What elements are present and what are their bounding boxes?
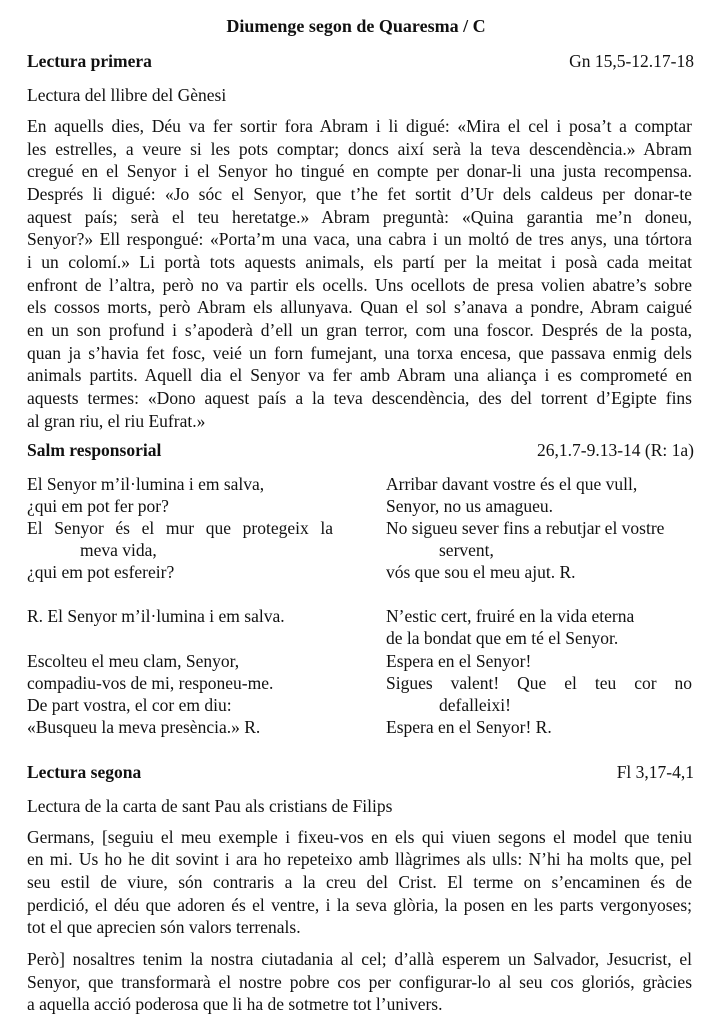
text-line: cregué en el Senyor i el Senyor ho tingué en compte per donar-li una justa recompensa. [27,161,692,181]
reading2-reference: Fl 3,17-4,1 [616,762,694,782]
text-line: a aquella acció poderosa que li ha de sotmetre tot l’univers. [27,994,443,1014]
reading2-intro: Lectura de la carta de sant Pau als cristians de Filips [27,796,393,816]
text-line: Germans, [seguiu el meu exemple i fixeu-vos en els qui viuen segons el model que teniu [27,827,692,847]
verse-line: El Senyor m’il·lumina i em salva, [27,474,265,494]
psalm-header [27,442,694,460]
reading1-intro: Lectura del llibre del Gènesi [27,85,227,105]
verse-line: Espera en el Senyor! [386,651,532,671]
verse-line: El Senyor és el mur que protegeix la [27,518,333,538]
text-line: Senyor?» Ell respongué: «Porta’m una vaca, una cabra i un moltó de tres anys, una tórtora [27,229,692,249]
verse-line: defalleixi! [439,695,511,715]
reading2-heading: Lectura segona [27,762,142,782]
text-line: En aquells dies, Déu va fer sortir fora Abram i li digué: «Mira el cel i posa’t a comptar [27,116,692,136]
verse-line: ¿qui em pot esfereir? [27,562,175,582]
text-line: en mi. Us ho he dit sovint i ara ho repeteixo amb llàgrimes als ulls: N’hi ha molts que, pel [27,849,692,869]
verse-line: meva vida, [80,540,157,560]
text-line: aquest país; serà el teu heretatge.» Abram preguntà: «Quina garantia me’n doneu, [27,207,692,227]
verse-line: compadiu-vos de mi, responeu-me. [27,673,274,693]
text-line: tot el que aprecien són valors terrenals. [27,917,301,937]
verse-line: de la bondat que em té el Senyor. [386,628,619,648]
verse-line: De part vostra, el cor em diu: [27,695,232,715]
verse-line: Escolteu el meu clam, Senyor, [27,651,240,671]
text-line: animals partits. Aquell dia el Senyor va fer amb Abram una aliança i es comprometé en [27,365,692,385]
psalm-reference: 26,1.7-9.13-14 (R: 1a) [537,440,694,460]
text-line: enfront de l’altra, però no va partir els ocells. Uns ocellots de presa volien abatre’s sobre [27,275,692,295]
verse-line: Sigues valent! Que el teu cor no [386,673,692,693]
text-line: aquests termes: «Dono aquest país a la teva descendència, des del torrent d’Egipte fins [27,388,692,408]
text-line: en un son profund i s’apoderà d’ell un gran terror, com una foscor. Després de la posta, [27,320,692,340]
text-line: Però] nosaltres tenim la nostra ciutadania al cel; d’allà esperem un Salvador, Jesucrist, el [27,949,692,969]
verse-line: Arribar davant vostre és el que vull, [386,474,638,494]
reading1-heading: Lectura primera [27,51,152,71]
reading1-header [27,53,694,71]
reading2-header [27,764,694,782]
page-title: Diumenge segon de Quaresma / C [226,16,486,36]
text-line: els cossos morts, però Abram els allunyava. Quan el sol s’anava a pondre, Abram caigué [27,297,692,317]
verse-line: N’estic cert, fruiré en la vida eterna [386,606,635,626]
psalm-response: R. El Senyor m’il·lumina i em salva. [27,606,285,626]
text-line: quan ja s’havia fet fosc, veié un forn fumejant, una torxa encesa, que passava enmig dels [27,343,692,363]
text-line: seu estil de viure, són contraris a la creu del Crist. El terme on s’encaminen és de [27,872,692,892]
text-line: Després li digué: «Jo sóc el Senyor, que t’he fet sortit d’Ur dels caldeus per donar-te [27,184,692,204]
text-line: perdició, el déu que adoren és el ventre, i la seva glòria, la posen en les parts vergonyoses; [27,895,692,915]
verse-line: servent, [439,540,494,560]
verse-line: Senyor, no us amagueu. [386,496,553,516]
verse-line: «Busqueu la meva presència.» R. [27,717,261,737]
text-line: les estrelles, a veure si les pots comptar; doncs així serà la teva descendència.» Abram [27,139,692,159]
verse-line: ¿qui em pot fer por? [27,496,169,516]
text-line: al gran riu, el riu Eufrat.» [27,411,206,431]
reading1-reference: Gn 15,5-12.17-18 [569,51,694,71]
text-line: Senyor, que transformarà el nostre pobre cos per configurar-lo al seu cos gloriós, gràcies [27,972,692,992]
verse-line: Espera en el Senyor! R. [386,717,552,737]
verse-line: No sigueu sever fins a rebutjar el vostre [386,518,665,538]
psalm-heading: Salm responsorial [27,440,162,460]
text-line: i un colomí.» Li portà tots aquests animals, els partí per la meitat i posà cada meitat [27,252,692,272]
verse-line: vós que sou el meu ajut. R. [386,562,576,582]
